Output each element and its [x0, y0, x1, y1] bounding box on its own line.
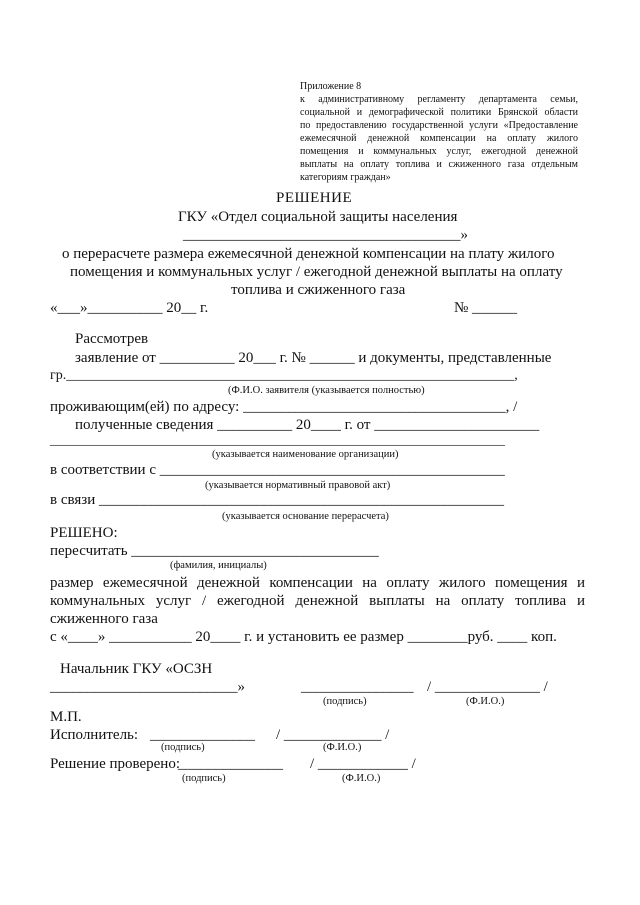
decision-number: № ______: [454, 300, 518, 316]
decision-date: «___»__________ 20__ г.: [50, 300, 209, 316]
checked-name-caption: (Ф.И.О.): [342, 773, 381, 784]
head-name-caption: (Ф.И.О.): [466, 696, 505, 707]
appendix-line-3: по предоставлению государственной услуги «Предоставление: [300, 120, 578, 131]
appendix-line-4: ежемесячной денежной компенсации на оплату жилого: [300, 133, 578, 144]
recalculate-line: пересчитать _________________________________: [50, 543, 379, 559]
appendix-line-6: выплаты на оплату топлива и сжиженного газа отдельным: [300, 159, 578, 170]
executor-signature-line: ______________: [150, 727, 255, 743]
checked-name-line: / ____________ /: [310, 756, 416, 772]
document-title: РЕШЕНИЕ: [276, 190, 353, 206]
checked-signature-line: ______________: [178, 756, 283, 772]
considered-label: Рассмотрев: [75, 331, 149, 347]
received-line: полученные сведения __________ 20____ г. от ______________________: [75, 417, 540, 433]
accordance-caption: (указывается нормативный правовой акт): [205, 480, 391, 491]
amount-line-1: размер ежемесячной денежной компенсации на оплату жилого помещения и: [50, 575, 585, 591]
organization-caption: (указывается наименование организации): [212, 449, 399, 460]
amount-line-3: сжиженного газа: [50, 611, 158, 627]
head-signature-caption: (подпись): [323, 696, 367, 707]
address-line: проживающим(ей) по адресу: ___________________________________, /: [50, 399, 518, 415]
accordance-line: в соответствии с ______________________________________________: [50, 462, 505, 478]
effective-from-line: с «____» ___________ 20____ г. и установить ее размер ________руб. ____ коп.: [50, 629, 557, 645]
executor-signature-caption: (подпись): [161, 742, 205, 753]
application-line: заявление от __________ 20___ г. № ______ и документы, представленные: [75, 350, 552, 366]
decided-label: РЕШЕНО:: [50, 525, 118, 541]
amount-line-2: коммунальных услуг / ежегодной денежной выплаты на оплату топлива и: [50, 593, 585, 609]
checked-label: Решение проверено:: [50, 756, 181, 772]
appendix-line-7: категориям граждан»: [300, 172, 391, 183]
head-title: Начальник ГКУ «ОСЗН: [60, 661, 213, 677]
citizen-line: гр.________________________________________________________________,: [50, 368, 518, 383]
subject-line-3: топлива и сжиженного газа: [231, 282, 406, 298]
appendix-title: Приложение 8: [300, 81, 362, 92]
executor-name-line: / _____________ /: [276, 727, 390, 743]
checked-signature-caption: (подпись): [182, 773, 226, 784]
reason-line: в связи ______________________________________________________: [50, 492, 504, 508]
reason-caption: (указывается основание перерасчета): [222, 511, 389, 522]
appendix-line-1: к административному регламенту департамента семьи,: [300, 94, 578, 105]
subject-line-2: помещения и коммунальных услуг / ежегодной денежной выплаты на оплату: [70, 264, 563, 280]
head-org-line: _________________________»: [50, 679, 245, 695]
subject-line-1: о перерасчете размера ежемесячной денежной компенсации на плату жилого: [62, 246, 555, 262]
appendix-line-2: социальной и демографической политики Брянской области: [300, 107, 578, 118]
org-name: ГКУ «Отдел социальной защиты населения: [178, 209, 458, 225]
appendix-line-5: помещения и коммунальных услуг, ежегодной денежной: [300, 146, 578, 157]
executor-name-caption: (Ф.И.О.): [323, 742, 362, 753]
recalculate-caption: (фамилия, инициалы): [170, 560, 267, 571]
org-name-blank: _____________________________________»: [183, 227, 468, 243]
head-signature-line: _______________: [301, 679, 414, 695]
head-name-line: / ______________ /: [427, 679, 548, 695]
executor-label: Исполнитель:: [50, 727, 139, 743]
organization-line: ______________________________________________________________________: [50, 432, 505, 447]
citizen-caption: (Ф.И.О. заявителя (указывается полностью): [228, 385, 425, 396]
stamp-label: М.П.: [50, 709, 82, 725]
